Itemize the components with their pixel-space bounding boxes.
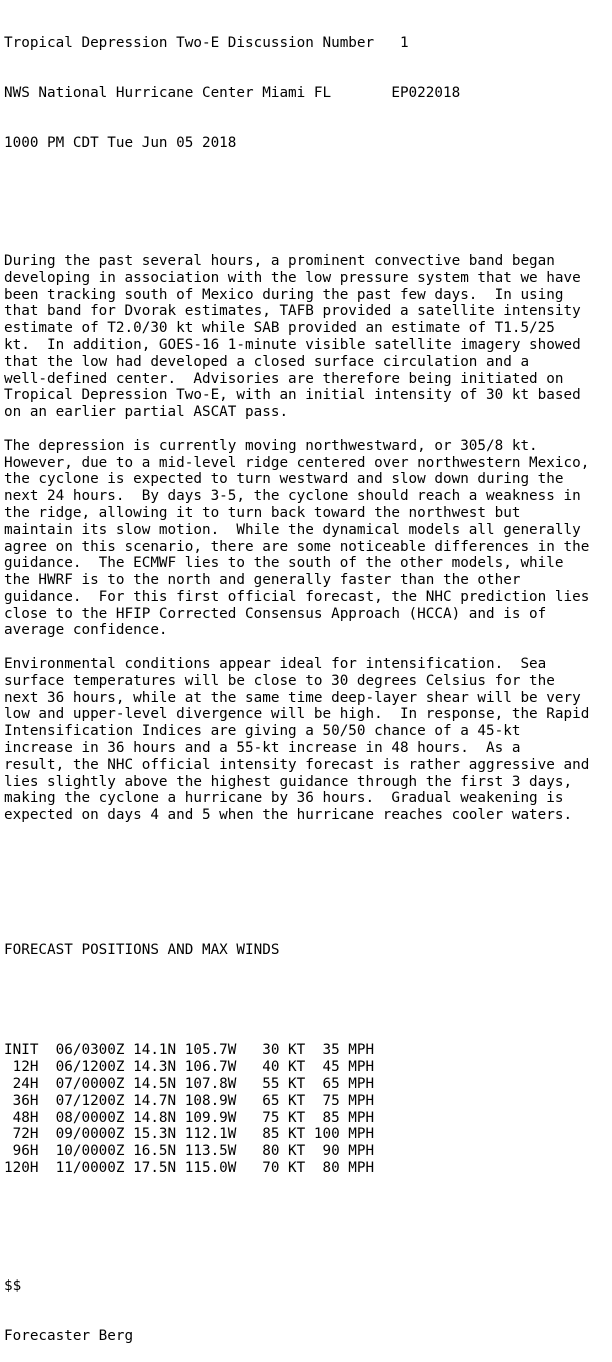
discussion-paragraph — [4, 656, 610, 824]
paragraph-line: guidance. For this first official forecast, the NHC prediction lies — [4, 588, 590, 605]
spacer — [4, 1227, 610, 1244]
paragraph-line: well-defined center. Advisories are therefore being initiated on — [4, 370, 564, 387]
forecast-table — [4, 1042, 610, 1176]
paragraph-line: result, the NHC official intensity forecast is rather aggressive and — [4, 756, 590, 773]
forecast-row: 120H 11/0000Z 17.5N 115.0W 70 KT 80 MPH — [4, 1159, 375, 1176]
document-title: Tropical Depression Two-E Discussion Number 1 — [4, 34, 409, 51]
paragraph-line: guidance. The ECMWF lies to the south of the other models, while — [4, 555, 564, 572]
discussion-paragraph — [4, 253, 610, 421]
forecaster-signature: Forecaster Berg — [4, 1327, 134, 1344]
paragraph-line: that band for Dvorak estimates, TAFB provided a satellite intensity — [4, 303, 581, 320]
paragraph-line: lies slightly above the highest guidance through the first 3 days, — [4, 773, 573, 790]
paragraph-line: next 36 hours, while at the same time deep-layer shear will be very — [4, 689, 581, 706]
forecast-row: 72H 09/0000Z 15.3N 112.1W 85 KT 100 MPH — [4, 1126, 375, 1143]
paragraph-line: kt. In addition, GOES-16 1-minute visible satellite imagery showed — [4, 336, 581, 353]
forecast-row: 12H 06/1200Z 14.3N 106.7W 40 KT 45 MPH — [4, 1059, 375, 1076]
paragraph-line: average confidence. — [4, 622, 168, 639]
paragraph-line: However, due to a mid-level ridge centered over northwestern Mexico, — [4, 454, 590, 471]
spacer — [4, 639, 610, 656]
spacer — [4, 186, 610, 203]
paragraph-line: Tropical Depression Two-E, with an initial intensity of 30 kt based — [4, 387, 581, 404]
paragraph-line: the HWRF is to the north and generally faster than the other — [4, 572, 521, 589]
paragraph-line: estimate of T2.0/30 kt while SAB provided an estimate of T1.5/25 — [4, 320, 555, 337]
paragraph-line: expected on days 4 and 5 when the hurricane reaches cooler waters. — [4, 807, 573, 824]
paragraph-line: Intensification Indices are giving a 50/50 chance of a 45-kt — [4, 723, 521, 740]
paragraph-line: next 24 hours. By days 3-5, the cyclone should reach a weakness in — [4, 488, 581, 505]
forecast-row: 48H 08/0000Z 14.8N 109.9W 75 KT 85 MPH — [4, 1109, 375, 1126]
paragraph-line: making the cyclone a hurricane by 36 hours. Gradual weakening is — [4, 790, 564, 807]
paragraph-line: close to the HFIP Corrected Consensus Approach (HCCA) and is of — [4, 605, 547, 622]
paragraph-line: low and upper-level divergence will be high. In response, the Rapid — [4, 706, 590, 723]
spacer — [4, 874, 610, 908]
discussion-body — [4, 253, 610, 824]
paragraph-line: the ridge, allowing it to turn back toward the northwest but — [4, 504, 521, 521]
paragraph-line: The depression is currently moving northwestward, or 305/8 kt. — [4, 437, 538, 454]
paragraph-line: on an earlier partial ASCAT pass. — [4, 404, 289, 421]
end-marker: $$ — [4, 1277, 22, 1294]
issuing-office: NWS National Hurricane Center Miami FL EP022018 — [4, 84, 461, 101]
paragraph-line: increase in 36 hours and a 55-kt increase in 48 hours. As a — [4, 740, 521, 757]
paragraph-line: developing in association with the low pressure system that we have — [4, 269, 581, 286]
paragraph-line: During the past several hours, a prominent convective band began — [4, 252, 555, 269]
paragraph-line: surface temperatures will be close to 30 degrees Celsius for the — [4, 672, 555, 689]
discussion-document — [4, 1, 610, 1362]
issue-time: 1000 PM CDT Tue Jun 05 2018 — [4, 135, 237, 152]
paragraph-line: agree on this scenario, there are some noticeable differences in the — [4, 538, 590, 555]
forecast-heading: FORECAST POSITIONS AND MAX WINDS — [4, 941, 280, 958]
spacer — [4, 421, 610, 438]
spacer — [4, 992, 610, 1009]
paragraph-line: the cyclone is expected to turn westward and slow down during the — [4, 471, 564, 488]
forecast-row: 24H 07/0000Z 14.5N 107.8W 55 KT 65 MPH — [4, 1076, 375, 1092]
forecast-row: INIT 06/0300Z 14.1N 105.7W 30 KT 35 MPH — [4, 1042, 375, 1059]
paragraph-line: that the low had developed a closed surface circulation and a — [4, 353, 530, 370]
paragraph-line: been tracking south of Mexico during the past few days. In using — [4, 286, 564, 303]
discussion-paragraph — [4, 438, 610, 640]
paragraph-line: Environmental conditions appear ideal for intensification. Sea — [4, 656, 547, 673]
paragraph-line: maintain its slow motion. While the dynamical models all generally — [4, 521, 581, 538]
forecast-row: 36H 07/1200Z 14.7N 108.9W 65 KT 75 MPH — [4, 1092, 375, 1109]
forecast-row: 96H 10/0000Z 16.5N 113.5W 80 KT 90 MPH — [4, 1143, 375, 1160]
